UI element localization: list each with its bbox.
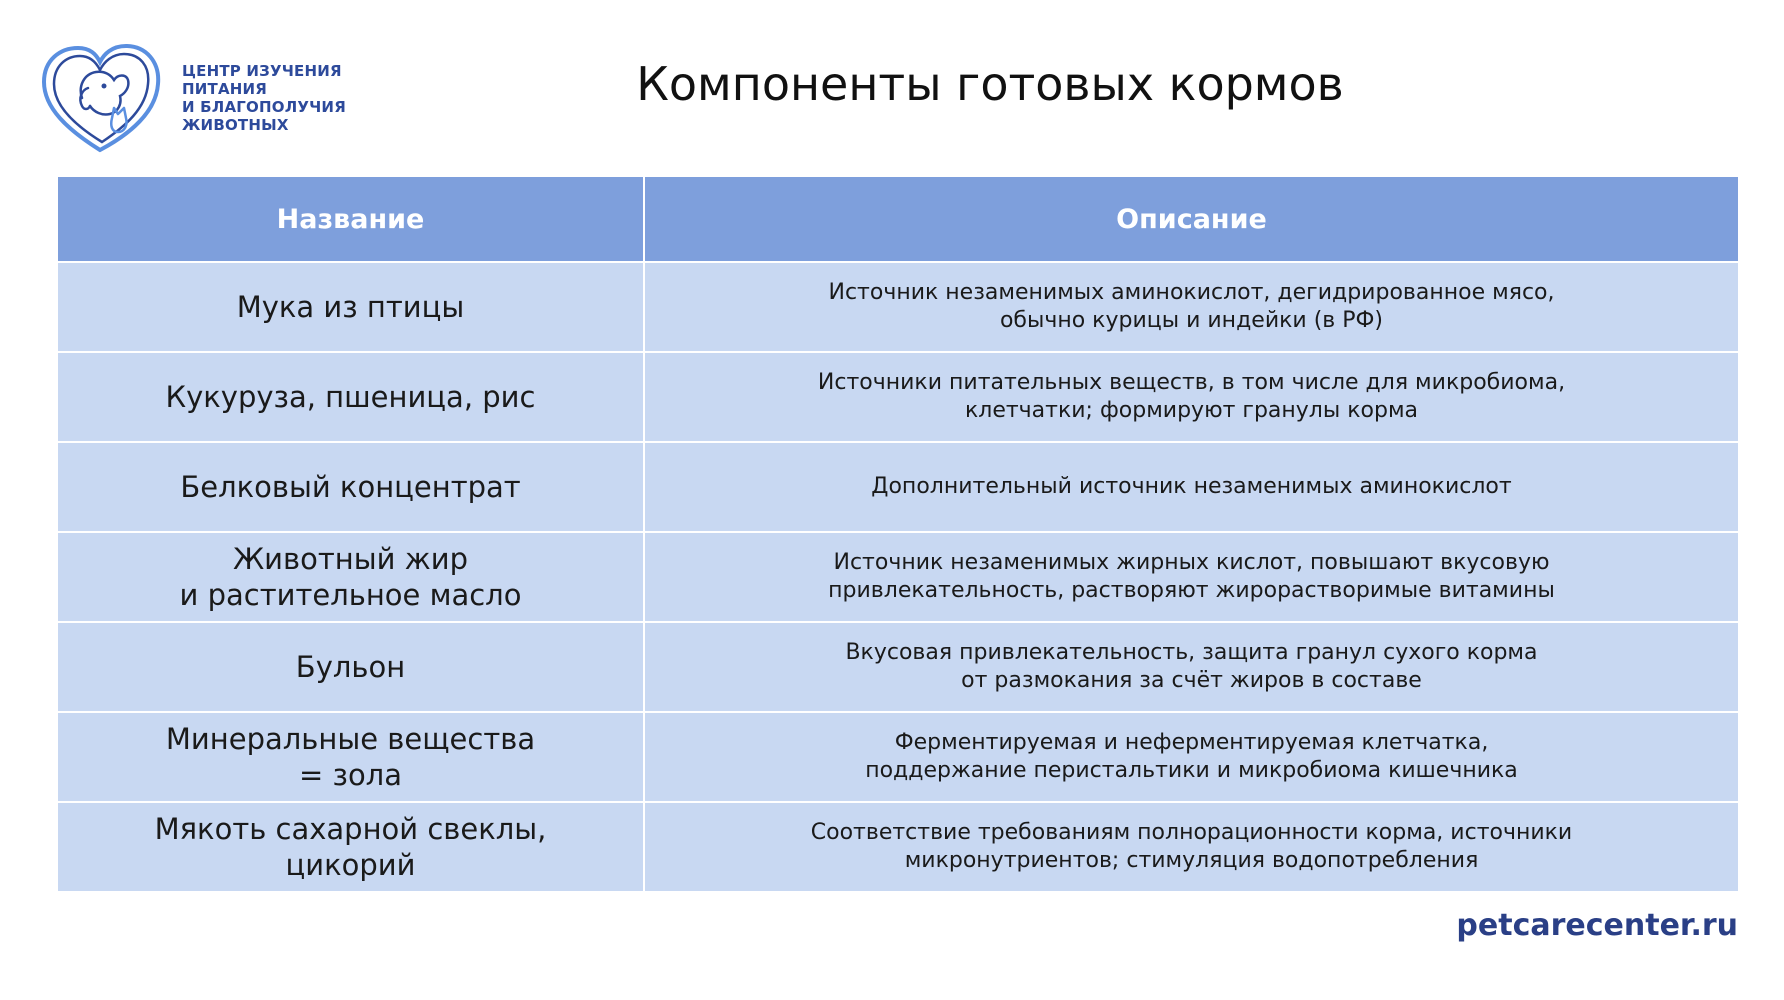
component-description: от размокания за счёт жиров в составе — [961, 668, 1422, 693]
component-description: Дополнительный источник незаменимых аминокислот — [871, 474, 1512, 499]
component-name: Минеральные вещества — [165, 722, 536, 756]
component-description: привлекательность, растворяют жирорастворимые витамины — [828, 578, 1555, 603]
component-description-cell — [644, 262, 1739, 352]
component-name: = зола — [299, 758, 402, 792]
component-description-cell — [644, 802, 1739, 892]
logo-text — [182, 62, 346, 134]
component-name: Бульон — [295, 650, 406, 684]
component-name-cell — [57, 352, 644, 442]
component-description: поддержание перистальтики и микробиома кишечника — [865, 758, 1518, 783]
table-body — [57, 262, 1739, 892]
component-name: и растительное масло — [179, 578, 522, 612]
heart-dog-cat-logo-icon — [38, 38, 163, 158]
component-description: Источник незаменимых аминокислот, дегидрированное мясо, — [828, 280, 1555, 305]
table-row — [57, 712, 1739, 802]
component-name-cell — [57, 532, 644, 622]
table-header-row — [57, 176, 1739, 262]
component-description-cell — [644, 352, 1739, 442]
component-name: Животный жир — [232, 542, 469, 576]
table-row — [57, 802, 1739, 892]
component-description: микронутриентов; стимуляция водопотребления — [904, 848, 1479, 873]
component-name: Кукуруза, пшеница, рис — [165, 380, 536, 414]
table-row — [57, 262, 1739, 352]
component-description: клетчатки; формируют гранулы корма — [964, 398, 1419, 423]
logo-line: И БЛАГОПОЛУЧИЯ — [182, 98, 346, 116]
component-name-cell — [57, 622, 644, 712]
component-name-cell — [57, 712, 644, 802]
component-description-cell — [644, 532, 1739, 622]
component-description: Соответствие требованиям полнорационности корма, источники — [810, 820, 1573, 845]
footer-url[interactable]: petcarecenter.ru — [1456, 908, 1738, 943]
logo-line: ЦЕНТР ИЗУЧЕНИЯ — [182, 62, 342, 80]
logo-line: ПИТАНИЯ — [182, 80, 268, 98]
table-row — [57, 532, 1739, 622]
component-name: Мякоть сахарной свеклы, — [154, 812, 547, 846]
component-description: обычно курицы и индейки (в РФ) — [999, 308, 1384, 333]
components-table — [56, 175, 1740, 893]
component-name-cell — [57, 262, 644, 352]
component-description-cell — [644, 442, 1739, 532]
header-name: Название — [57, 176, 644, 262]
page-title: Компоненты готовых кормов — [636, 57, 1344, 111]
table-row — [57, 352, 1739, 442]
component-name: цикорий — [285, 848, 416, 882]
component-description: Вкусовая привлекательность, защита гранул сухого корма — [845, 640, 1538, 665]
component-name-cell — [57, 802, 644, 892]
component-description: Источник незаменимых жирных кислот, повышают вкусовую — [833, 550, 1550, 575]
component-name-cell — [57, 442, 644, 532]
component-description: Источники питательных веществ, в том числе для микробиома, — [817, 370, 1566, 395]
logo-line: ЖИВОТНЫХ — [182, 116, 289, 134]
header-description: Описание — [644, 176, 1739, 262]
table-row — [57, 442, 1739, 532]
component-name: Белковый концентрат — [180, 470, 521, 504]
component-name: Мука из птицы — [236, 290, 465, 324]
table-row — [57, 622, 1739, 712]
component-description-cell — [644, 622, 1739, 712]
logo — [38, 38, 358, 158]
component-description-cell — [644, 712, 1739, 802]
component-description: Ферментируемая и неферментируемая клетчатка, — [894, 730, 1489, 755]
